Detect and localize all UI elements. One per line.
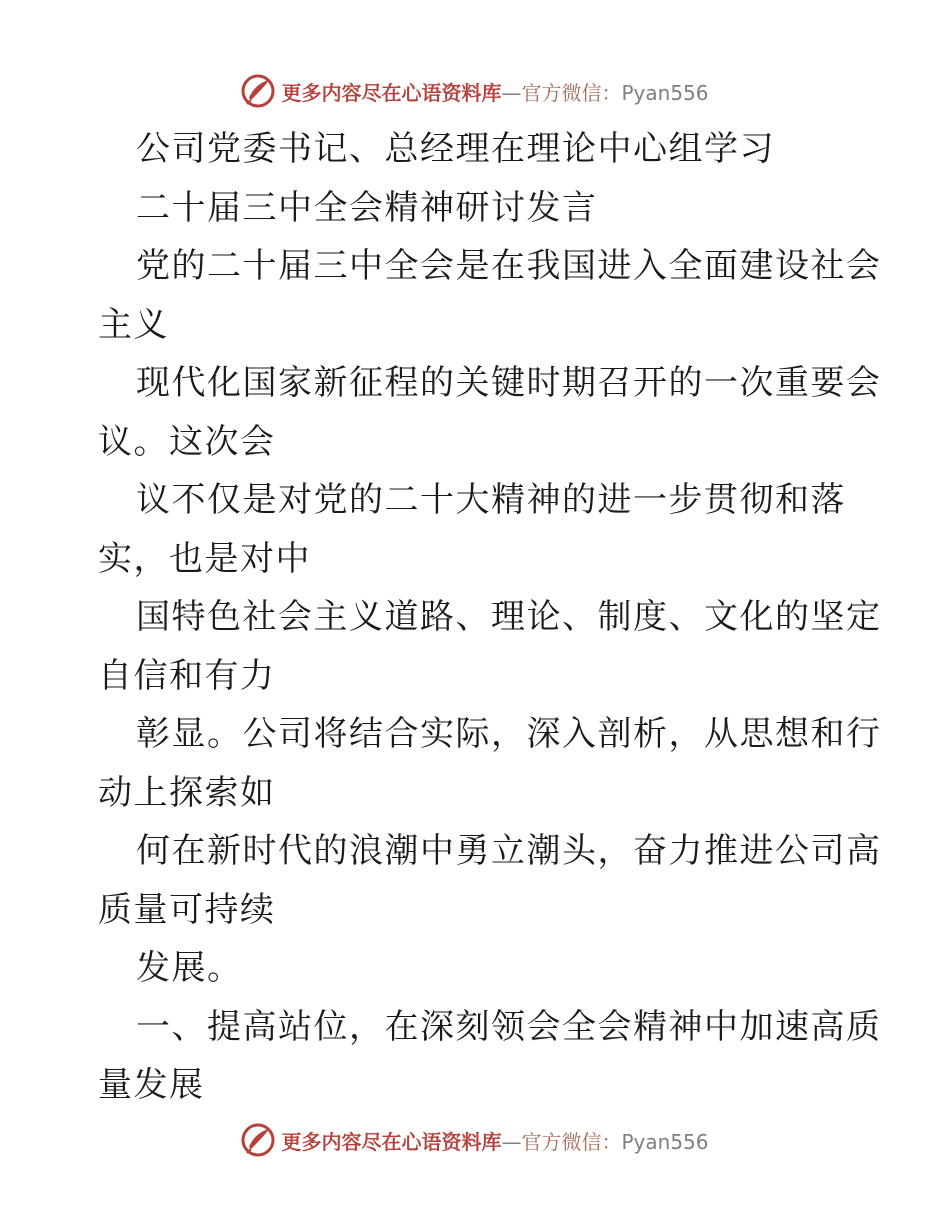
footer-banner-title: 更多内容尽在心语资料库 [281,1129,502,1154]
document-body [98,120,882,1115]
document-line: 现代化国家新征程的关键时期召开的一次重要会 [136,363,882,403]
footer-banner-text [281,1126,708,1155]
document-line: 量发展 [98,1065,205,1105]
header-banner-title: 更多内容尽在心语资料库 [281,80,502,105]
document-line: 一、提高站位，在深刻领会全会精神中加速高质 [136,1006,882,1047]
document-line: 动上探索如 [98,772,276,813]
footer-banner-dash: — [501,1129,522,1154]
document-line: 二十届三中全会精神研讨发言 [136,187,598,228]
feather-pen-logo-icon [241,74,275,108]
document-line: 发展。 [136,948,243,988]
header-banner-wechat-label: 官方微信： [521,80,622,105]
document-line: 议。这次会 [98,421,276,462]
document-line: 党的二十届三中全会是在我国进入全面建设社会 [136,246,882,286]
feather-pen-logo-icon [241,1123,275,1157]
document-line: 议不仅是对党的二十大精神的进一步贯彻和落 [136,480,846,520]
header-banner [0,71,950,111]
header-banner-dash: — [501,80,522,105]
footer-banner-wechat-label: 官方微信： [521,1129,622,1154]
document-line: 国特色社会主义道路、理论、制度、文化的坚定 [136,597,882,637]
footer-banner-wechat-id: Pyan556 [621,1129,709,1154]
footer-banner [0,1120,950,1160]
document-line: 实，也是对中 [98,538,311,579]
document-line: 公司党委书记、总经理在理论中心组学习 [136,129,775,169]
document-line: 质量可持续 [98,889,276,930]
document-line: 主义 [98,304,169,345]
document-line: 彰显。公司将结合实际，深入剖析，从思想和行 [136,714,882,754]
header-banner-wechat-id: Pyan556 [621,80,709,105]
document-line: 自信和有力 [98,655,276,696]
document-line: 何在新时代的浪潮中勇立潮头，奋力推进公司高 [136,831,882,871]
header-banner-text [281,77,708,106]
